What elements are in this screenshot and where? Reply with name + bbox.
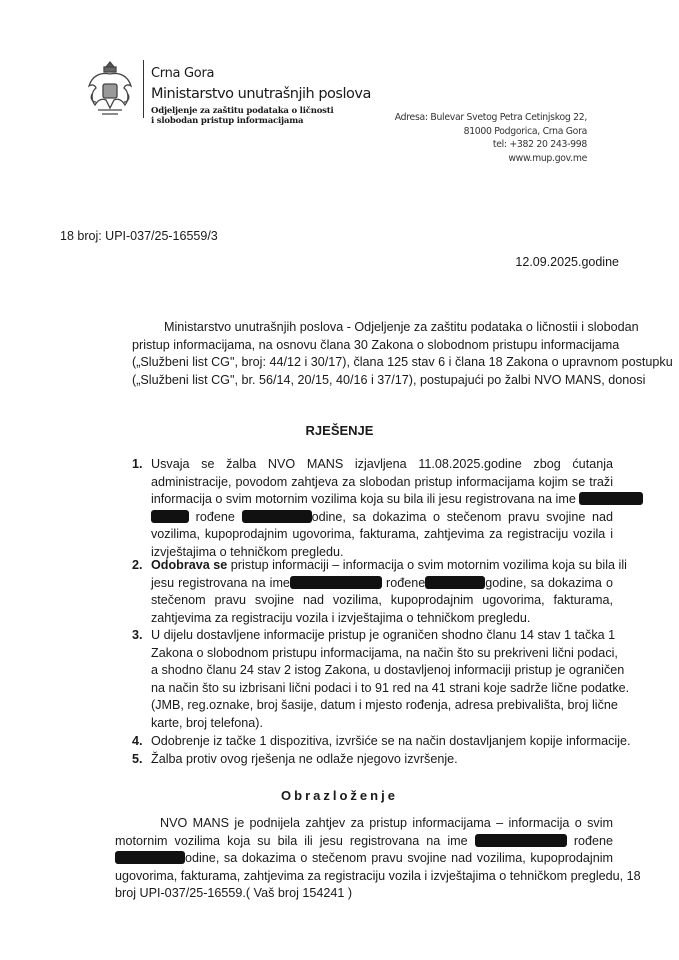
- redaction: [425, 576, 485, 589]
- item-line: jesu registrovana na ime rođene godine, sa dokazima o: [151, 575, 613, 590]
- reference-number: 18 broj: UPI-037/25-16559/3: [60, 229, 218, 243]
- decision-item-2: [132, 557, 627, 627]
- reasoning-title: Obrazloženje: [281, 788, 398, 803]
- item-number: 4.: [132, 734, 143, 748]
- item-line: Odobrenje iz tačke 1 dispozitiva, izvršiće se na način dostavljanjem kopije informacije.: [151, 734, 631, 748]
- redaction: [151, 510, 189, 523]
- item-number: 1.: [132, 457, 143, 471]
- department-line-2: i slobodan pristup informacijama: [151, 116, 304, 126]
- item-line: stečenom pravu svojine nad vozilima, kupoprodajnim ugovorima, fakturama,: [151, 593, 613, 608]
- address-block: [395, 111, 587, 165]
- redaction: [475, 834, 567, 847]
- redaction: [242, 510, 312, 523]
- redaction: [579, 492, 643, 505]
- item-line: administracije, povodom zahtjeva za slobodan pristup informacijama kojim se traži: [151, 474, 613, 489]
- department-line-1: Odjeljenje za zaštitu podataka o ličnosti: [151, 106, 334, 116]
- intro-paragraph: [132, 319, 673, 389]
- decision-title: RJEŠENJE: [305, 423, 374, 438]
- redaction: [290, 576, 382, 589]
- item-line: a shodno članu 24 stav 2 istog Zakona, u dostavljenoj informaciji pristup je ograničen: [151, 663, 625, 678]
- phone: tel: +382 20 243-998: [492, 139, 587, 150]
- item-number: 3.: [132, 628, 143, 642]
- item-line: Usvaja se žalba NVO MANS izjavljena 11.08.2025.godine zbog ćutanja: [151, 457, 613, 471]
- intro-line: Ministarstvo unutrašnjih poslova - Odjeljenje za zaštitu podataka o ličnostii i slobodan: [164, 320, 639, 334]
- item-line: Žalba protiv ovog rješenja ne odlaže njegovo izvršenje.: [151, 752, 458, 766]
- coat-of-arms-emblem: [86, 58, 134, 120]
- department-name: [151, 106, 334, 126]
- item-line: izvještajima o tehničkom pregledu.: [151, 544, 344, 559]
- item-line: Odobrava se pristup informaciji – informacija o svim motornim vozilima koja su bila ili: [151, 558, 627, 572]
- address-line-1: Adresa: Bulevar Svetog Petra Cetinjskog 22,: [394, 112, 587, 123]
- website-link[interactable]: www.mup.gov.me: [508, 152, 587, 164]
- address-line-2: 81000 Podgorica, Crna Gora: [463, 125, 587, 137]
- item-line: Zakona o slobodnom pristupu informacijama, na način što su prekriveni lični podaci,: [151, 645, 618, 660]
- redaction: [115, 851, 185, 864]
- item-line: U dijelu dostavljene informacije pristup je ograničen shodno članu 14 stav 1 tačka 1: [151, 628, 616, 642]
- decision-item-4: [132, 733, 631, 751]
- reasoning-line: ugovorima, fakturama, zahtjevima za registraciju vozila i izvještajima o tehničkom pregledu, 18: [115, 868, 641, 883]
- item-number: 2.: [132, 558, 143, 572]
- item-line: zahtjevima za registraciju vozila i izvještajima o tehničkom pregledu.: [151, 610, 531, 625]
- item-line: informacija o svim motornim vozilima koja su bila ili jesu registrovana na ime: [151, 491, 613, 509]
- decision-item-3: [132, 627, 630, 733]
- reasoning-paragraph: [115, 815, 641, 903]
- country-name: Crna Gora: [151, 66, 215, 81]
- item-line: vozilima, kupoprodajnim ugovorima, fakturama, zahtjevima za registraciju vozila i: [151, 527, 613, 542]
- item-line: karte, broj telefona).: [151, 715, 264, 730]
- reasoning-line: NVO MANS je podnijela zahtjev za pristup informacijama – informacija o svim: [160, 816, 613, 830]
- item-line: rođene odine, sa dokazima o stečenom pravu svojine nad: [151, 509, 613, 527]
- header-divider: [143, 60, 144, 118]
- item-line: na način što su izbrisani lični podaci i to 91 red na 41 strani koje sadrže lične podatke.: [151, 680, 630, 695]
- item-number: 5.: [132, 752, 143, 766]
- item-line: (JMB, reg.oznake, broj šasije, datum i mjesto rođenja, adresa prebivališta, broj lične: [151, 698, 618, 713]
- intro-line: („Službeni list CG", br. 56/14, 20/15, 40/16 i 37/17), postupajući po žalbi NVO MANS, donosi: [132, 372, 646, 387]
- decision-item-1: [132, 456, 613, 562]
- decision-item-5: [132, 751, 613, 769]
- intro-line: („Službeni list CG", broj: 44/12 i 30/17), člana 125 stav 6 i člana 18 Zakona o upravnom postupku: [132, 355, 673, 370]
- reasoning-line: broj UPI-037/25-16559.( Vaš broj 154241 ): [115, 886, 353, 901]
- reasoning-line: odine, sa dokazima o stečenom pravu svojine nad vozilima, kupoprodajnim: [115, 850, 613, 868]
- document-date: 12.09.2025.godine: [515, 255, 619, 269]
- ministry-name: Ministarstvo unutrašnjih poslova: [151, 86, 371, 102]
- intro-line: pristup informacijama, na osnovu člana 30 Zakona o slobodnom pristupu informacijama: [132, 337, 620, 352]
- reasoning-line: motornim vozilima koja su bila ili jesu registrovana na ime rođene: [115, 833, 614, 848]
